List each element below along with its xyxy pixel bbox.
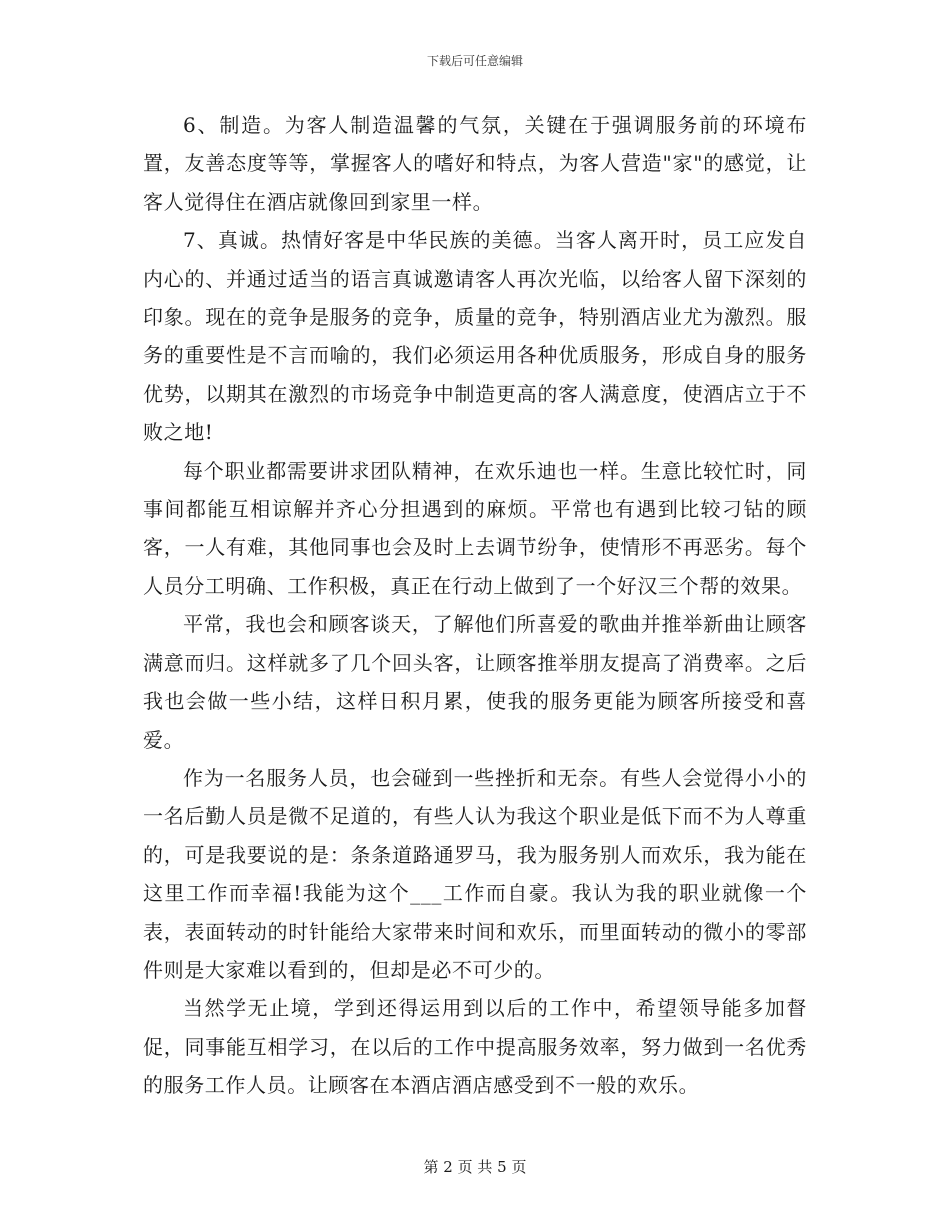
paragraph-sincerity: 7、真诚。热情好客是中华民族的美德。当客人离开时，员工应发自内心的、并通过适当的语言真诚邀请客人再次光临，以给客人留下深刻的印象。现在的竞争是服务的竞争，质量的竞争，特别酒店业尤为激烈。服务的重要性是不言而喻的，我们必须运用各种优质服务，形成自身的服务优势，以期其在激烈的市场竞争中制造更高的客人满意度，使酒店立于不败之地! [143, 228, 807, 445]
document-body [143, 106, 807, 1105]
paragraph-teamwork: 每个职业都需要讲求团队精神，在欢乐迪也一样。生意比较忙时，同事间都能互相谅解并齐心分担遇到的麻烦。平常也有遇到比较刁钻的顾客，一人有难，其他同事也会及时上去调节纷争，使情形不再恶劣。每个人员分工明确、工作积极，真正在行动上做到了一个好汉三个帮的效果。 [143, 458, 807, 598]
paragraph-service-pride: 作为一名服务人员，也会碰到一些挫折和无奈。有些人会觉得小小的一名后勤人员是微不足道的，有些人认为我这个职业是低下而不为人尊重的，可是我要说的是：条条道路通罗马，我为服务别人而欢乐，我为能在这里工作而幸福!我能为这个___工作而自豪。我认为我的职业就像一个表，表面转动的时针能给大家带来时间和欢乐，而里面转动的微小的零部件则是大家难以看到的，但却是必不可少的。 [143, 765, 807, 982]
page-header: 下载后可任意编辑 [426, 54, 523, 68]
paragraph-customer-chat: 平常，我也会和顾客谈天，了解他们所喜爱的歌曲并推举新曲让顾客满意而归。这样就多了几个回头客，让顾客推举朋友提高了消费率。之后我也会做一些小结，这样日积月累，使我的服务更能为顾客所接受和喜爱。 [143, 612, 807, 752]
page-number: 第 2 页 共 5 页 [423, 1158, 527, 1176]
paragraph-conclusion: 当然学无止境，学到还得运用到以后的工作中，希望领导能多加督促，同事能互相学习，在以后的工作中提高服务效率，努力做到一名优秀的服务工作人员。让顾客在本酒店酒店感受到不一般的欢乐。 [143, 996, 807, 1098]
paragraph-making: 6、制造。为客人制造温馨的气氛，关键在于强调服务前的环境布置，友善态度等等，掌握客人的嗜好和特点，为客人营造"家"的感觉，让客人觉得住在酒店就像回到家里一样。 [143, 113, 807, 214]
